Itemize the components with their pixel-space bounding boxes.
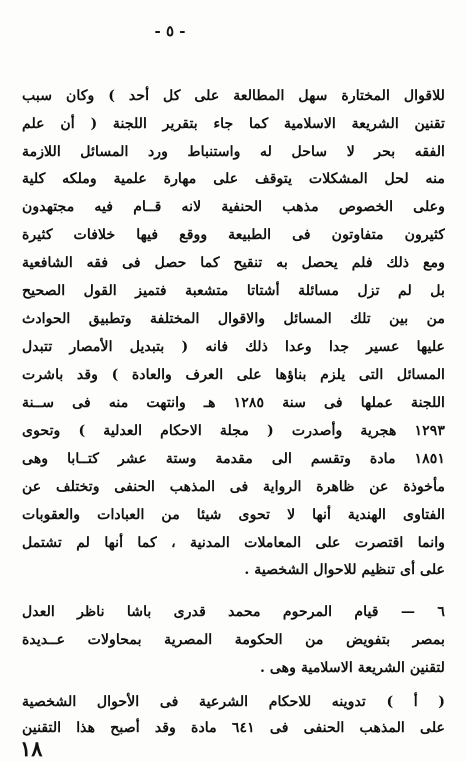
text-line: اللجنة عملها فى سنة ١٢٨٥ هـ وانتهت منه فى ســنة — [22, 395, 445, 411]
text-line: وعلى الخصوص مذهب الحنفية لانه قــام فيه مجتهدون — [22, 199, 445, 215]
text-line: بل لم تزل مسائلة أشتاتا متشعبة فتميز القول الصحيح — [22, 283, 445, 299]
text-line: تقنين الشريعة الاسلامية كما جاء بتقرير اللجنة ( أن علم — [22, 116, 445, 132]
text-line: ١٨٥١ مادة وتقسم الى مقدمة وستة عشر كتــابا وهى — [22, 451, 445, 467]
text-line: ٦ — قيام المرحوم محمد قدرى باشا ناظر العدل — [22, 604, 445, 620]
text-line: للاقوال المختارة سهل المطالعة على كل أحد ) وكان سبب — [22, 88, 445, 104]
text-line: وانما اقتصرت على المعاملات المدنية ، كما أنها لم تشتمل — [22, 535, 445, 551]
text-line: بمصر بتفويض من الحكومة المصرية بمحاولات عــديدة — [22, 632, 445, 648]
text-line: المسائل التى يلزم بناؤها على العرف والعادة ) وقد باشرت — [22, 367, 445, 383]
text-line: ومع ذلك فلم يحصل به تنقيح كما حصل فى فقه الشافعية — [22, 255, 445, 271]
text-line: ١٢٩٣ هجرية وأصدرت ( مجلة الاحكام العدلية ) وتحوى — [22, 423, 445, 439]
text-line: الفتاوى الهندية أنها لا تحوى شيئا من العبادات والعقوبات — [22, 507, 445, 523]
page-number: ١٨ — [20, 736, 43, 761]
text-line: الفقه بحر لا ساحل له واستنباط ورد المسائل اللازمة — [22, 144, 445, 160]
text-line: من بين تلك المسائل والاقوال المختلفة وتطبيق الحوادث — [22, 311, 445, 327]
text-line: منه لحل المشكلات يتوقف على مهارة علمية وملكه كلية — [22, 171, 445, 187]
text-line: مأخوذة عن ظاهرة الرواية فى المذهب الحنفى وتختلف عن — [22, 479, 445, 495]
text-line: كثيرون متفاوتون فى الطبيعة ووقع فيها خلافات كثيرة — [22, 227, 445, 243]
text-line: ( أ ) تدوينه للاحكام الشرعية فى الأحوال الشخصية — [22, 694, 445, 710]
text-line: لتقنين الشريعة الاسلامية وهى . — [259, 660, 445, 676]
page-header-mark: - ٥ - — [154, 22, 186, 40]
text-line: على المذهب الحنفى فى ٦٤١ مادة وقد أصبح هذا التقنين — [22, 720, 445, 736]
text-line: عليها عسير جدا وعدا ذلك فانه ( بتبديل الأمصار تتبدل — [22, 339, 445, 355]
text-line: على أى تنظيم للاحوال الشخصية . — [244, 562, 445, 578]
